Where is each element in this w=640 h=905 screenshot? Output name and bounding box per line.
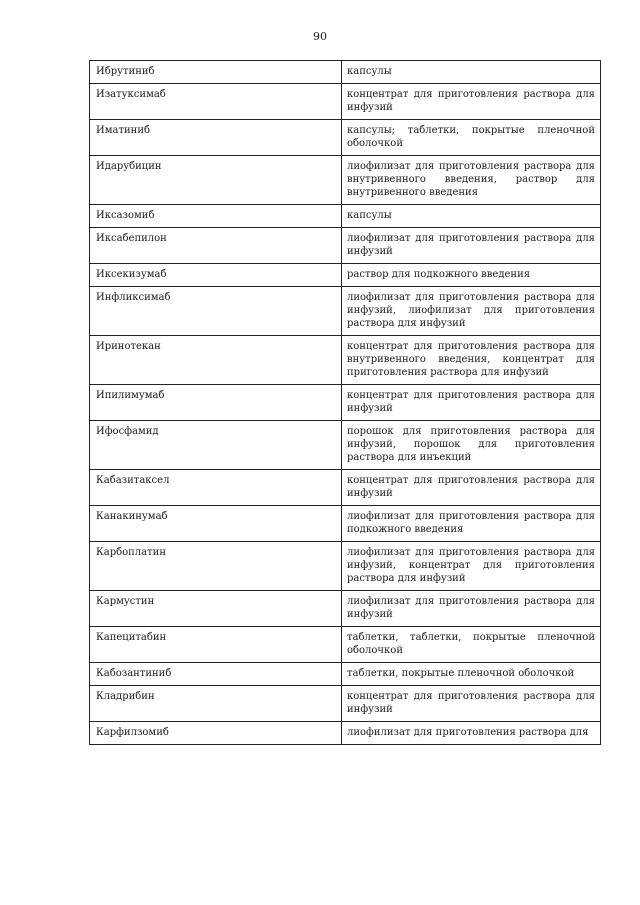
drug-name: Иматиниб: [90, 120, 342, 156]
drug-name: Кабазитаксел: [90, 470, 342, 506]
drug-name: Изатуксимаб: [90, 84, 342, 120]
dosage-form: капсулы: [342, 61, 601, 84]
dosage-form: лиофилизат для приготовления раствора для инфузий, лиофилизат для приготовления раствора для инфузий: [342, 287, 601, 336]
dosage-form: лиофилизат для приготовления раствора для: [342, 722, 601, 745]
table-row: [90, 156, 601, 205]
drug-name: Карфилзомиб: [90, 722, 342, 745]
dosage-form: лиофилизат для приготовления раствора для инфузий, концентрат для приготовления раствора для инфузий: [342, 542, 601, 591]
page-number: 90: [313, 30, 327, 43]
drug-name: Иксекизумаб: [90, 264, 342, 287]
dosage-form: лиофилизат для приготовления раствора для инфузий: [342, 228, 601, 264]
table-row: [90, 663, 601, 686]
table-row: [90, 336, 601, 385]
dosage-form: лиофилизат для приготовления раствора для внутривенного введения, раствор для внутривенного введения: [342, 156, 601, 205]
table-row: [90, 470, 601, 506]
table-row: [90, 205, 601, 228]
table-row: [90, 84, 601, 120]
drug-name: Канакинумаб: [90, 506, 342, 542]
drug-name: Ипилимумаб: [90, 385, 342, 421]
table-row: [90, 228, 601, 264]
table-row: [90, 591, 601, 627]
drug-name: Идарубицин: [90, 156, 342, 205]
drug-name: Иринотекан: [90, 336, 342, 385]
drug-name: Иксазомиб: [90, 205, 342, 228]
drug-name: Инфликсимаб: [90, 287, 342, 336]
dosage-form: лиофилизат для приготовления раствора для инфузий: [342, 591, 601, 627]
drug-name: Ибрутиниб: [90, 61, 342, 84]
table-row: [90, 421, 601, 470]
drug-name: Карбоплатин: [90, 542, 342, 591]
table-row: [90, 542, 601, 591]
dosage-form: лиофилизат для приготовления раствора для подкожного введения: [342, 506, 601, 542]
table-row: [90, 264, 601, 287]
dosage-form: концентрат для приготовления раствора для инфузий: [342, 385, 601, 421]
drug-dosage-form-table: [89, 60, 601, 745]
table-row: [90, 120, 601, 156]
dosage-form: раствор для подкожного введения: [342, 264, 601, 287]
drug-name: Кладрибин: [90, 686, 342, 722]
table-row: [90, 61, 601, 84]
drug-name: Кармустин: [90, 591, 342, 627]
dosage-form: концентрат для приготовления раствора для инфузий: [342, 470, 601, 506]
dosage-form: капсулы: [342, 205, 601, 228]
table-row: [90, 287, 601, 336]
table-row: [90, 722, 601, 745]
dosage-form: концентрат для приготовления раствора для инфузий: [342, 84, 601, 120]
table-row: [90, 385, 601, 421]
drug-name: Ифосфамид: [90, 421, 342, 470]
table-row: [90, 627, 601, 663]
table-row: [90, 506, 601, 542]
dosage-form: таблетки, покрытые пленочной оболочкой: [342, 663, 601, 686]
drug-name: Капецитабин: [90, 627, 342, 663]
dosage-form: таблетки, таблетки, покрытые пленочной оболочкой: [342, 627, 601, 663]
dosage-form: капсулы; таблетки, покрытые пленочной оболочкой: [342, 120, 601, 156]
dosage-form: концентрат для приготовления раствора для внутривенного введения, концентрат для приготовления раствора для инфузий: [342, 336, 601, 385]
drug-name: Кабозантиниб: [90, 663, 342, 686]
dosage-form: концентрат для приготовления раствора для инфузий: [342, 686, 601, 722]
table-row: [90, 686, 601, 722]
dosage-form: порошок для приготовления раствора для инфузий, порошок для приготовления раствора для инъекций: [342, 421, 601, 470]
drug-name: Иксабепилон: [90, 228, 342, 264]
